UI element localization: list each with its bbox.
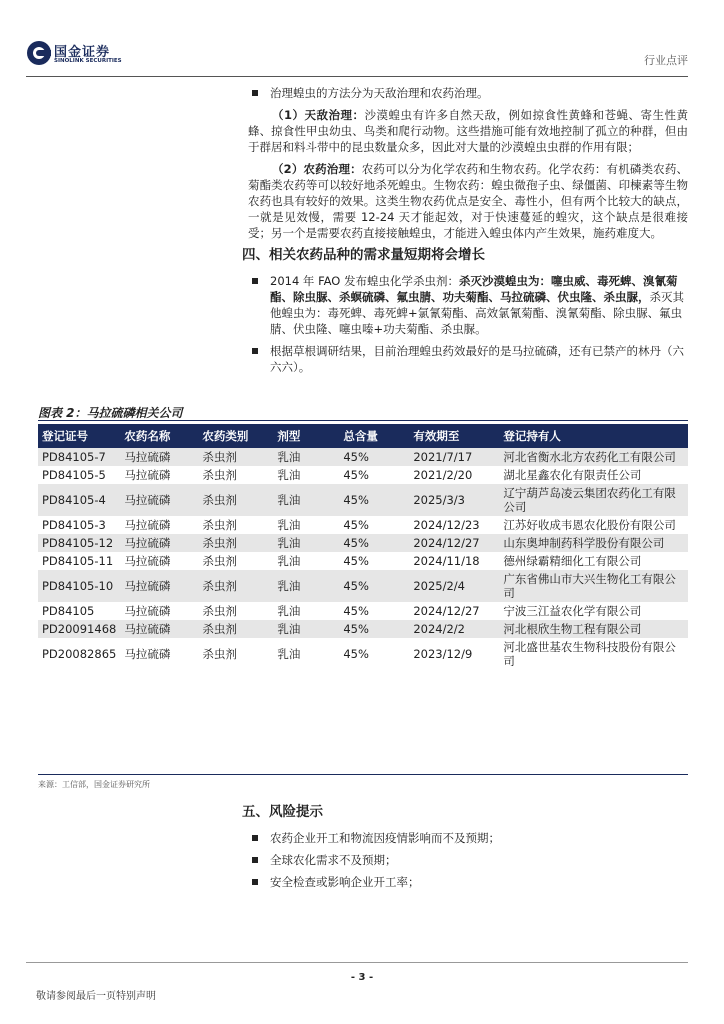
table-cell: 45% (339, 620, 409, 638)
paragraph-heading: （2）农药治理： (272, 162, 362, 176)
table-cell: 2024/12/23 (413, 518, 480, 532)
table-cell: 杀虫剂 (198, 484, 273, 516)
table-cell: 45% (339, 534, 409, 552)
column-header: 登记证号 (38, 424, 120, 448)
table-cell: 2024/12/27 (409, 534, 499, 552)
company-logo (26, 40, 136, 70)
table-cell: PD84105 (42, 604, 95, 618)
footer-divider (26, 962, 688, 963)
bullet-text: 治理蝗虫的方法分为天敌治理和农药治理。 (270, 86, 489, 100)
table-cell: 45% (339, 484, 409, 516)
table-cell: 45% (343, 468, 369, 482)
table-cell: 河北盛世基农生物科技股份有限公司 (503, 640, 676, 668)
figure-title-divider (38, 420, 688, 421)
bullet-square-icon (252, 879, 258, 885)
table-cell: 2024/2/2 (409, 620, 499, 638)
table-cell: 乳油 (273, 534, 339, 552)
table-cell: 45% (343, 554, 369, 568)
column-header: 农药类别 (198, 424, 273, 448)
table-cell: PD84105-11 (42, 554, 114, 568)
section-title: 五、风险提示 (242, 804, 323, 820)
source-note: 来源：工信部，国金证券研究所 (38, 780, 150, 789)
table-cell: 马拉硫磷 (120, 534, 198, 552)
table-bottom-divider (38, 774, 688, 775)
table-cell: 2023/12/9 (413, 647, 473, 661)
table-cell: PD20082865 (42, 647, 117, 661)
table-cell: PD20091468 (38, 620, 120, 638)
table-cell: 乳油 (273, 570, 339, 602)
column-header: 农药名称 (120, 424, 198, 448)
logo-text-en: SINOLINK SECURITIES (54, 58, 122, 64)
table-cell: 杀虫剂 (202, 604, 237, 618)
table-cell: 乳油 (277, 518, 301, 532)
table-cell: 宁波三江益农化学有限公司 (503, 604, 642, 618)
table-row (38, 602, 688, 620)
bullet-text: 杀灭其他蝗虫为：毒死蜱、毒死蜱+氯氰菊酯、高效氯氰菊酯、溴氰菊酯、除虫脲、氟虫腈、伏虫隆、噻虫嗪+功夫菊酯、杀虫脲。 (270, 290, 684, 336)
page-header (0, 0, 724, 80)
paragraph-body: 农药可以分为化学农药和生物农药。化学农药：有机磷类农药、菊酯类农药等可以较好地杀死蝗虫。生物农药：蝗虫微孢子虫、绿僵菌、印楝素等生物农药也具有较好的效果。这类生物农药优点是安全、毒性小，但有两个比较大的缺点，一就是见效慢，需要 12-24 天才能起效，对于快速蔓延的蝗灾，这个缺点是很难接受；另一个是需要农药直接接触蝗虫，才能进入蝗虫体内产生效果，施药难度大。 (248, 162, 688, 240)
registration-table (38, 424, 688, 670)
table-cell: 马拉硫磷 (120, 570, 198, 602)
table-row (38, 638, 688, 670)
report-type-label: 行业点评 (644, 54, 688, 67)
bullet-square-icon (252, 278, 258, 284)
table-cell: 乳油 (277, 647, 301, 661)
table-cell: 45% (339, 570, 409, 602)
table-cell: 马拉硫磷 (120, 484, 198, 516)
bullet-square-icon (252, 348, 258, 354)
table-cell: 45% (339, 448, 409, 466)
table-cell: 乳油 (273, 620, 339, 638)
bullet-text-bold: 杀灭沙漠蝗虫为：噻虫威、毒死蜱、溴氰菊酯、除虫脲、杀螟硫磷、氟虫腈、功夫菊酯、马拉硫磷、伏虫隆、杀虫脲， (270, 274, 678, 304)
list-item (248, 830, 688, 846)
table-row (38, 448, 688, 466)
table-cell: 杀虫剂 (202, 468, 237, 482)
sinolink-logo-icon (26, 40, 52, 66)
table-cell: PD84105-4 (38, 484, 120, 516)
table-cell: PD84105-12 (38, 534, 120, 552)
table-cell: 杀虫剂 (198, 534, 273, 552)
table-cell: 2024/11/18 (413, 554, 480, 568)
table-cell: 江苏好收成韦恩农化股份有限公司 (503, 518, 676, 532)
column-header: 有效期至 (409, 424, 499, 448)
table-cell: PD84105-7 (38, 448, 120, 466)
list-item (248, 343, 688, 375)
table-cell: PD84105-10 (38, 570, 120, 602)
table-cell: PD84105-3 (42, 518, 106, 532)
table-row (38, 516, 688, 534)
page-number: - 3 - (350, 972, 374, 983)
paragraph-body: 沙漠蝗虫有许多自然天敌，例如掠食性黄蜂和苍蝇、寄生性黄蜂、掠食性甲虫幼虫、鸟类和爬行动物。这些措施可能有效地控制了孤立的种群，但由于群居和料斗带中的昆虫数量众多，因此对大量的沙漠蝗虫虫群的作用有限； (248, 108, 688, 154)
table-row (38, 570, 688, 602)
paragraph-natural-enemy (248, 107, 688, 155)
table-cell: 杀虫剂 (202, 518, 237, 532)
table-cell: 乳油 (273, 484, 339, 516)
bullet-square-icon (252, 835, 258, 841)
table-cell: 马拉硫磷 (120, 448, 198, 466)
table-cell: 杀虫剂 (202, 647, 237, 661)
table-cell: 45% (343, 518, 369, 532)
main-content (242, 85, 688, 381)
table-cell: 马拉硫磷 (124, 518, 171, 532)
logo-text-cn: 国金证券 (54, 45, 111, 60)
table-cell: 2025/3/3 (409, 484, 499, 516)
table-row (38, 620, 688, 638)
table-row (38, 552, 688, 570)
table-cell: 河北省衡水北方农药化工有限公司 (499, 448, 688, 466)
table-cell: 2024/12/27 (413, 604, 480, 618)
table-cell: 杀虫剂 (198, 570, 273, 602)
table-row (38, 484, 688, 516)
bullet-text: 农药企业开工和物流因疫情影响而不及预期； (270, 831, 500, 845)
column-header: 剂型 (273, 424, 339, 448)
table-row (38, 466, 688, 484)
table-header-row (38, 424, 688, 448)
table-cell: 杀虫剂 (198, 448, 273, 466)
table-cell: 乳油 (273, 448, 339, 466)
bullet-text: 根据草根调研结果，目前治理蝗虫药效最好的是马拉硫磷，还有已禁产的林丹（六六六）。 (270, 344, 684, 374)
disclaimer-link[interactable]: 敬请参阅最后一页特别声明 (36, 991, 156, 1002)
paragraph-pesticide (248, 161, 688, 241)
table-cell: 马拉硫磷 (124, 604, 171, 618)
table-cell: 杀虫剂 (202, 554, 237, 568)
header-divider (26, 76, 688, 77)
section-title: 四、相关农药品种的需求量短期将会增长 (242, 247, 485, 263)
figure-title: 图表 2：马拉硫磷相关公司 (38, 406, 183, 420)
table-cell: 2021/2/20 (413, 468, 473, 482)
list-item (248, 852, 688, 868)
table-cell: 广东省佛山市大兴生物化工有限公司 (499, 570, 688, 602)
bullet-square-icon (252, 90, 258, 96)
table-cell: 马拉硫磷 (124, 554, 171, 568)
list-item (248, 273, 688, 337)
table-row (38, 534, 688, 552)
column-header: 登记持有人 (499, 424, 688, 448)
table-cell: 辽宁葫芦岛凌云集团农药化工有限公司 (499, 484, 688, 516)
bullet-text: 全球农化需求不及预期； (270, 853, 397, 867)
table-cell: 乳油 (277, 554, 301, 568)
risk-section (242, 800, 688, 896)
list-item (248, 874, 688, 890)
paragraph-heading: （1）天敌治理： (272, 108, 365, 122)
bullet-square-icon (252, 857, 258, 863)
table-cell: 马拉硫磷 (124, 647, 171, 661)
table-cell: 2025/2/4 (409, 570, 499, 602)
table-cell: 马拉硫磷 (120, 620, 198, 638)
table-cell: 2021/7/17 (409, 448, 499, 466)
table-cell: 45% (343, 647, 369, 661)
bullet-text: 安全检查或影响企业开工率； (270, 875, 420, 889)
table-cell: 河北根欣生物工程有限公司 (499, 620, 688, 638)
table-cell: 45% (343, 604, 369, 618)
table-cell: 乳油 (277, 468, 301, 482)
table-cell: 马拉硫磷 (124, 468, 171, 482)
list-item (248, 85, 688, 101)
table-cell: 乳油 (277, 604, 301, 618)
table-cell: 德州绿霸精细化工有限公司 (503, 554, 642, 568)
column-header: 总含量 (339, 424, 409, 448)
table-cell: 杀虫剂 (198, 620, 273, 638)
table-cell: 湖北星鑫农化有限责任公司 (503, 468, 642, 482)
bullet-text: 2014 年 FAO 发布蝗虫化学杀虫剂： (270, 274, 460, 288)
table-cell: PD84105-5 (42, 468, 106, 482)
table-cell: 山东奥坤制药科学股份有限公司 (499, 534, 688, 552)
